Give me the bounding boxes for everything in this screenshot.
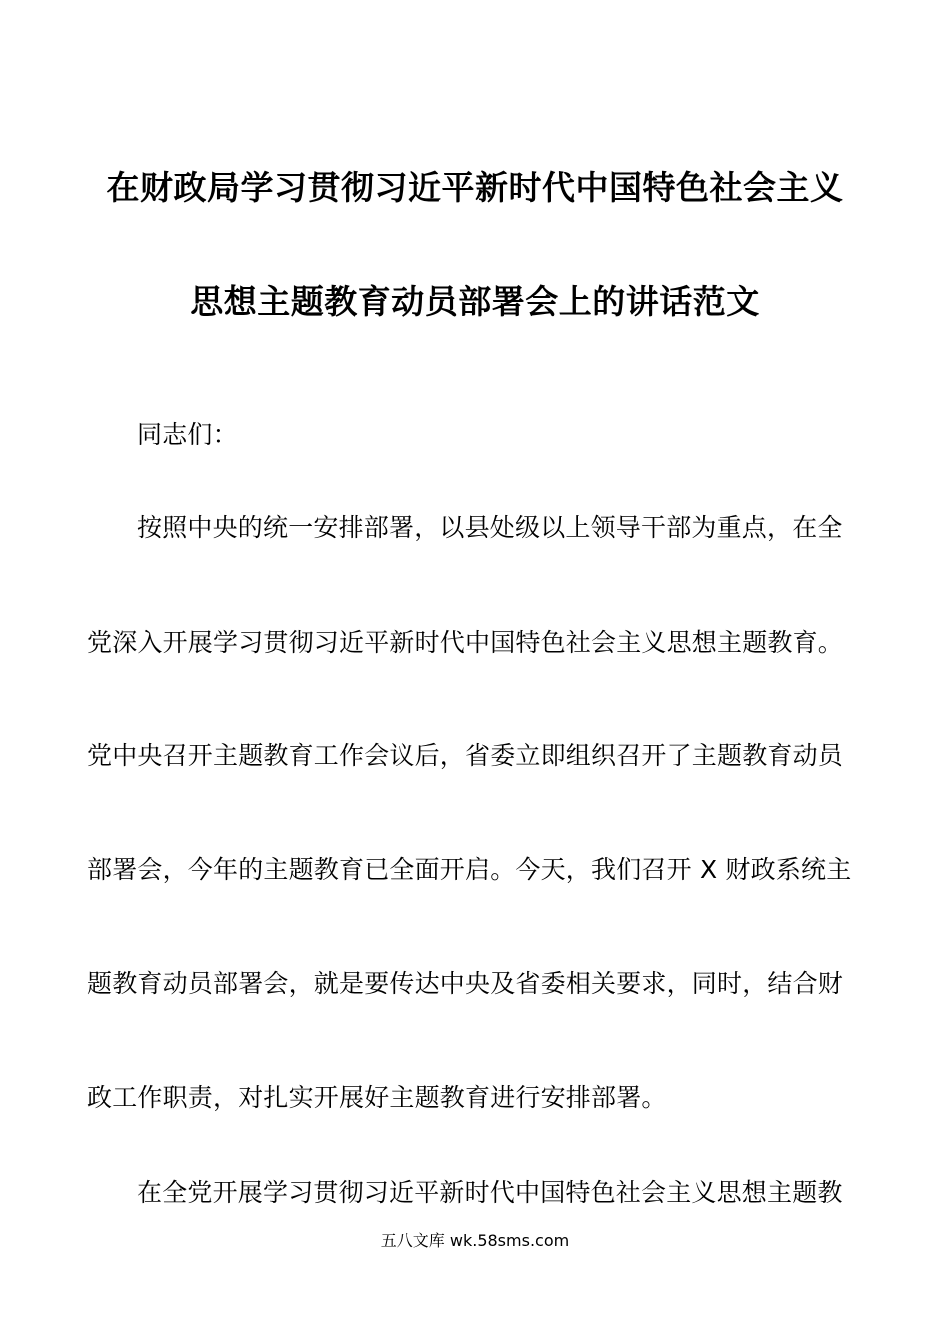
footer-watermark: 五八文库 wk.58sms.com [380,1231,570,1250]
paragraph-1-line-2: 党深入开展学习贯彻习近平新时代中国特色社会主义思想主题教育。 [87,628,844,657]
paragraph-1-line-6: 政工作职责，对扎实开展好主题教育进行安排部署。 [87,1083,667,1112]
document-title-line-1: 在财政局学习贯彻习近平新时代中国特色社会主义 [106,168,844,207]
paragraph-1-line-3: 党中央召开主题教育工作会议后，省委立即组织召开了主题教育动员 [87,741,844,770]
salutation: 同志们： [137,420,238,449]
paragraph-1-line-5: 题教育动员部署会，就是要传达中央及省委相关要求，同时，结合财 [87,969,844,998]
paragraph-1-line-1: 按照中央的统一安排部署，以县处级以上领导干部为重点，在全 [137,513,843,542]
paragraph-2-line-1: 在全党开展学习贯彻习近平新时代中国特色社会主义思想主题教 [137,1178,843,1207]
document-title-line-2: 思想主题教育动员部署会上的讲话范文 [190,282,760,321]
paragraph-1-line-4: 部署会，今年的主题教育已全面开启。今天，我们召开 X 财政系统主 [87,855,852,884]
